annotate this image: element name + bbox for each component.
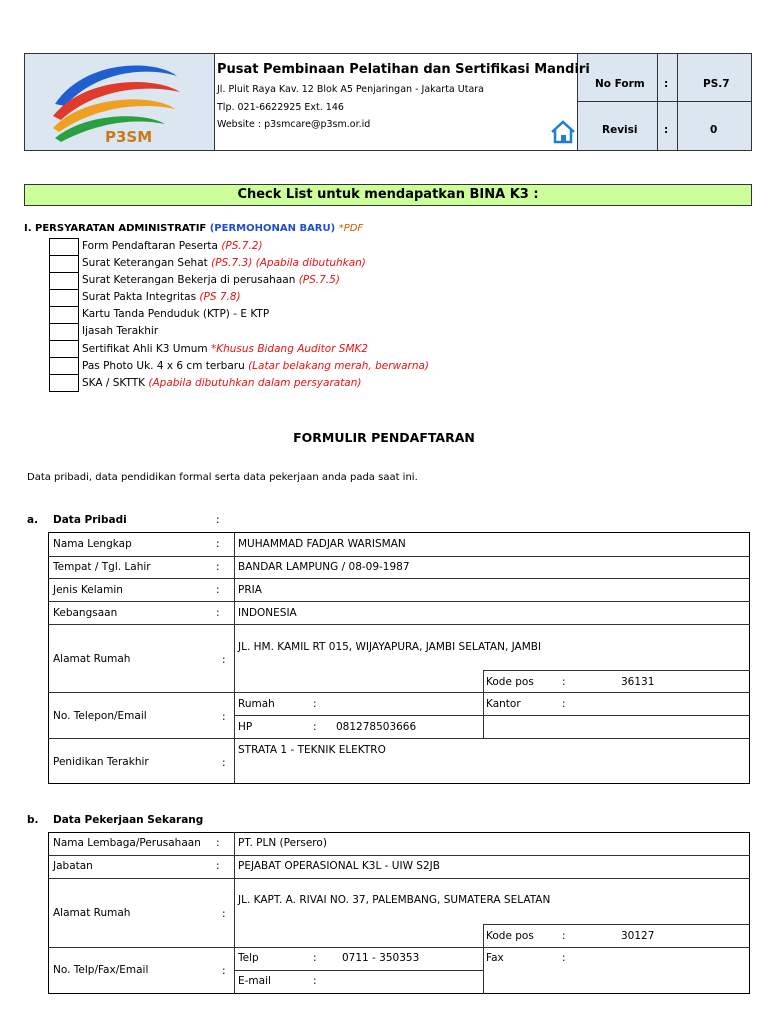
alamat-label: Alamat Rumah [53,653,131,665]
section-title [24,223,363,234]
checklist-item [82,291,241,303]
colon: : [216,538,220,550]
nama-label: Nama Lengkap [53,538,132,550]
form-title: FORMULIR PENDAFTARAN [293,430,475,445]
colon: : [216,837,220,849]
jabatan-value[interactable]: PEJABAT OPERASIONAL K3L - UIW S2JB [238,860,440,872]
logo-text: P3SM [105,128,153,146]
no-form-label: No Form [595,78,645,90]
job-kodepos-value[interactable]: 30127 [621,930,655,942]
item-note: *Khusus Bidang Auditor SMK2 [210,343,369,355]
item-text: SKA / SKTTK [82,377,149,389]
checklist-item [82,360,429,372]
item-text: Kartu Tanda Penduduk (KTP) - E KTP [82,308,270,320]
colon: : [222,965,226,977]
pendidikan-label: Penidikan Terakhir [53,756,149,768]
jabatan-label: Jabatan [53,860,93,872]
checkbox[interactable] [49,323,79,341]
item-text: Surat Keterangan Sehat [82,257,212,269]
colon: : [222,711,226,723]
checkbox[interactable] [49,289,79,307]
section-note-pdf: *PDF [338,223,364,234]
item-text: Ijasah Terakhir [82,325,159,337]
job-alamat-label: Alamat Rumah [53,907,131,919]
checklist-item [82,308,269,320]
checkbox[interactable] [49,306,79,324]
item-note: (Latar belakang merah, berwarna) [248,360,430,372]
item-note: (Apabila dibutuhkan dalam persyaratan) [148,377,362,389]
no-form-colon: : [664,78,669,90]
kodepos-label: Kode pos [486,676,534,688]
item-note: (PS.7.2) [221,240,263,252]
colon: : [216,514,220,526]
form-intro: Data pribadi, data pendidikan formal serta data pekerjaan anda pada saat ini. [27,472,418,483]
ttl-value[interactable]: BANDAR LAMPUNG / 08-09-1987 [238,561,410,573]
item-note: (PS.7.3) (Apabila dibutuhkan) [211,257,366,269]
job-telp-label: No. Telp/Fax/Email [53,964,149,976]
item-text: Surat Keterangan Bekerja di perusahaan [82,274,299,286]
checklist-item [82,274,340,286]
checklist-title: Check List untuk mendapatkan BINA K3 : [24,184,752,206]
kantor-label: Kantor [486,698,521,710]
colon: : [562,930,566,942]
email-label: E-mail [238,975,271,987]
section-b-title: Data Pekerjaan Sekarang [53,814,204,826]
item-text: Pas Photo Uk. 4 x 6 cm terbaru [82,360,249,372]
colon: : [216,584,220,596]
colon: : [216,561,220,573]
checklist-item [82,377,362,389]
org-phone: Tlp. 021-6622925 Ext. 146 [217,102,344,113]
checkbox[interactable] [49,357,79,375]
job-kodepos-label: Kode pos [486,930,534,942]
org-name: Pusat Pembinaan Pelatihan dan Sertifikasi Mandiri [217,62,590,77]
checkbox[interactable] [49,272,79,290]
checklist-item [82,240,263,252]
checklist-item [82,257,366,269]
p3sm-logo [25,54,215,150]
org-website[interactable]: Website : p3smcare@p3sm.or.id [217,119,371,130]
revisi-value: 0 [710,124,718,136]
colon: : [222,757,226,769]
colon: : [313,975,317,987]
lembaga-label: Nama Lembaga/Perusahaan [53,837,201,849]
colon: : [562,952,566,964]
ttl-label: Tempat / Tgl. Lahir [53,561,151,573]
job-alamat-value[interactable]: JL. KAPT. A. RIVAI NO. 37, PALEMBANG, SUMATERA SELATAN [238,894,551,906]
form-header [24,53,752,151]
section-a-marker: a. [27,514,39,526]
colon: : [222,654,226,666]
no-form-value: PS.7 [703,78,730,90]
colon: : [313,952,317,964]
checklist-item [82,325,158,337]
section-b-marker: b. [27,814,39,826]
hp-label: HP [238,721,253,733]
jk-value[interactable]: PRIA [238,584,262,596]
fax-label: Fax [486,952,504,964]
revisi-label: Revisi [602,124,638,136]
checkbox[interactable] [49,374,79,392]
item-text: Surat Pakta Integritas [82,291,200,303]
item-text: Sertifikat Ahli K3 Umum [82,343,211,355]
colon: : [222,908,226,920]
pendidikan-value[interactable]: STRATA 1 - TEKNIK ELEKTRO [238,744,386,756]
jk-label: Jenis Kelamin [53,584,123,596]
colon: : [216,607,220,619]
hp-value[interactable]: 081278503666 [336,721,417,733]
section-note-blue: (PERMOHONAN BARU) [209,223,336,234]
rumah-label: Rumah [238,698,275,710]
item-note: (PS 7.8) [199,291,241,303]
checkbox[interactable] [49,238,79,256]
kebangsaan-label: Kebangsaan [53,607,118,619]
nama-value[interactable]: MUHAMMAD FADJAR WARISMAN [238,538,406,550]
telp-value[interactable]: 0711 - 350353 [342,952,420,964]
kodepos-value[interactable]: 36131 [621,676,655,688]
home-icon[interactable] [550,120,576,148]
lembaga-value[interactable]: PT. PLN (Persero) [238,837,327,849]
item-note: (PS.7.5) [298,274,340,286]
section-a-title: Data Pribadi [53,514,127,526]
checkbox[interactable] [49,340,79,358]
section-label: I. PERSYARATAN ADMINISTRATIF [24,223,207,234]
checklist-item [82,343,368,355]
alamat-value[interactable]: JL. HM. KAMIL RT 015, WIJAYAPURA, JAMBI SELATAN, JAMBI [238,641,542,653]
colon: : [313,698,317,710]
colon: : [562,698,566,710]
org-info [215,54,590,150]
revisi-colon: : [664,124,669,136]
colon: : [216,860,220,872]
colon: : [313,721,317,733]
colon: : [562,676,566,688]
kebangsaan-value[interactable]: INDONESIA [238,607,297,619]
telp-label: Telp [238,952,259,964]
item-text: Form Pendaftaran Peserta [82,240,222,252]
checkbox[interactable] [49,255,79,273]
org-address: Jl. Pluit Raya Kav. 12 Blok A5 Penjaringan - Jakarta Utara [217,84,485,95]
telepon-label: No. Telepon/Email [53,710,147,722]
